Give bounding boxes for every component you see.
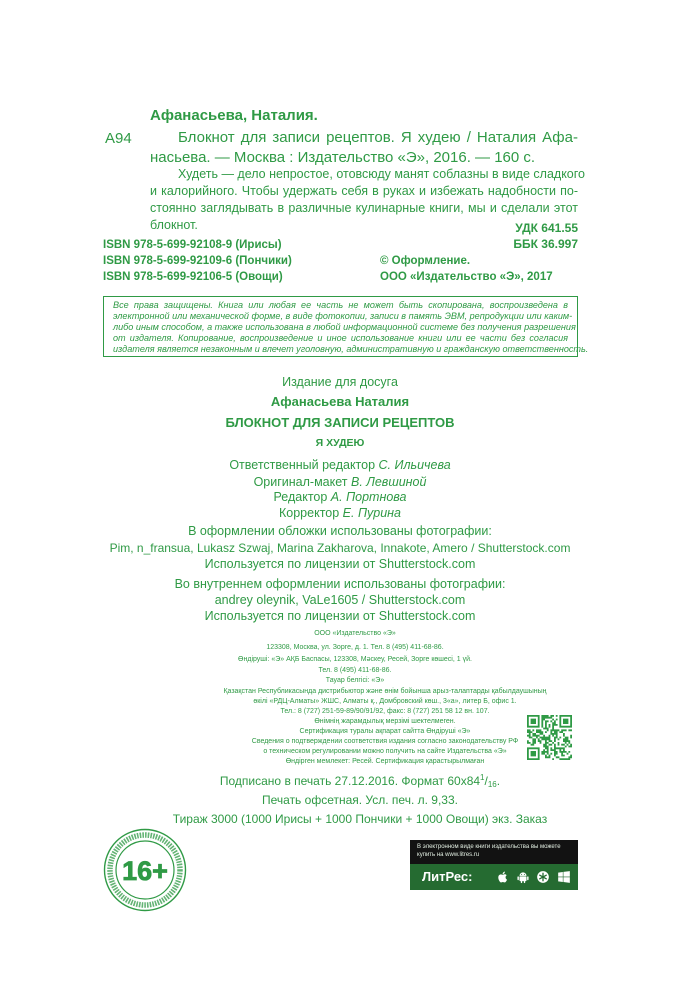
print-format-text: Подписано в печать 27.12.2016. Формат 60x84 [219,774,481,788]
annotation-line: и калорийного. Чтобы удержать себя в руках и избежать надобности по- [150,184,578,198]
copyright-line: © Оформление. [380,255,471,267]
annotation-line: Худеть — дело непростое, отовсюду манят соблазны в виде сладкого [178,167,585,181]
format-fraction-numerator: 1 [480,773,485,782]
litres-text-line: купить на www.litres.ru [417,851,480,858]
credit-role: Оригинал-макет [253,475,348,489]
bibliographic-line: насьева. — Москва : Издательство «Э», 2016. — 160 с. [150,149,536,166]
distributor-line: Тел.: 8 (727) 251-59-89/90/91/92, факс: 8 (727) 251 58 12 вн. 107. [280,708,490,715]
annotation-line: блокнот. [150,218,198,232]
litres-text-line: В электронном виде книги издательства вы можете [417,844,561,850]
publisher-line: Өндіруші: «Э» АҚБ Баспасы, 123308, Мәскеу, Ресей, Зорге көшесі, 1 үй. [238,656,472,663]
rights-notice-line: Все права защищены. Книга или любая ее часть не может быть скопирована, воспроизведена в [113,300,568,310]
certification-line: о техническом регулировании можно получить на сайте Издательства «Э» [263,748,507,755]
classification-code: А94 [105,130,132,147]
android-icon [516,870,530,884]
rights-notice-line: от издателя. Копирование, воспроизведение и иное использование книги или ее части без согласия [113,332,568,343]
certification-line: Өндірген мемлекет: Ресей. Сертификация қарастырылмаған [285,758,485,765]
photo-credit-line: Используется по лицензии от Shutterstock.com [204,609,476,623]
age-rating-icon [103,828,187,912]
isbn-line: ISBN 978-5-699-92108-9 (Ирисы) [103,239,282,251]
distributor-line: өкілі «РДЦ-Алматы» ЖШС, Алматы қ., Домбровский көш., 3«а», литер Б, офис 1. [253,698,517,705]
age-rating-badge [103,828,187,912]
annotation-line: стоянно заглядывать в различные кулинарные книги, мы и сделали этот [150,201,578,215]
asterisk-circle-icon [536,870,550,884]
litres-logo: ЛитРес: [422,869,473,884]
rights-notice-line: издателя является незаконным и влечет уголовную, административную и гражданскую ответственность. [113,343,589,354]
certification-line: Сведения о подтверждении соответствия издания согласно законодательству РФ [251,738,519,745]
copyright-line: ООО «Издательство «Э», 2017 [380,271,553,283]
photo-credit-line: andrey oleynik, VaLe1605 / Shutterstock.com [214,593,466,607]
imprint-author: Афанасьева Наталия [270,394,410,409]
credit-name: В. Левшиной [350,475,427,489]
format-fraction-denominator: 16 [487,780,497,789]
credit-line [40,457,640,473]
publisher-line: ООО «Издательство «Э» [314,630,396,637]
credit-role: Ответственный редактор [229,458,376,472]
udk-code: УДК 641.55 [515,221,578,235]
isbn-line: ISBN 978-5-699-92106-5 (Овощи) [103,271,283,283]
bbk-code: ББК 36.997 [513,237,578,251]
bibliographic-line: Блокнот для записи рецептов. Я худею / Наталия Афа- [178,129,578,146]
rights-notice-line: либо иным способом, а также использована в любой информационной системе без получения разрешения [113,321,576,332]
rights-notice-box [103,296,589,357]
credit-line [40,474,640,490]
imprint-title: БЛОКНОТ ДЛЯ ЗАПИСИ РЕЦЕПТОВ [225,415,455,430]
age-rating-label: 16+ [122,856,168,886]
credit-role: Корректор [279,506,340,520]
print-run-line: Тираж 3000 (1000 Ирисы + 1000 Пончики + 1000 Овощи) экз. Заказ [172,812,548,826]
distributor-line: Өнімнің жарамдылық мерзімі шектелмеген. [314,718,456,725]
credit-role: Редактор [273,490,328,504]
photo-credit-line: Используется по лицензии от Shutterstock.com [204,557,476,571]
litres-text [417,844,561,859]
print-format-line [60,774,660,789]
windows-icon [557,870,571,884]
credit-name: С. Ильичева [378,458,451,472]
publisher-line: Тауар белгісі: «Э» [325,677,385,684]
publisher-line: 123308, Москва, ул. Зорге, д. 1. Тел. 8 (495) 411-68-86. [266,644,444,651]
litres-band [410,864,578,890]
format-fraction-slash: / [484,774,488,788]
apple-icon [496,870,510,884]
imprint-subtitle: Я ХУДЕЮ [315,437,365,449]
edition-type: Издание для досуга [282,375,398,389]
credit-line [40,505,640,521]
credit-name: Е. Пурина [342,506,401,520]
photo-credit-line: В оформлении обложки использованы фотографии: [188,524,492,538]
photo-credit-line: Во внутреннем оформлении использованы фотографии: [174,577,506,591]
photo-credit-line: Pim, n_fransua, Lukasz Szwaj, Marina Zakharova, Innakote, Amero / Shutterstock.com [109,541,571,555]
distributor-line: Сертификация туралы ақпарат сайтта Өндіруші «Э» [299,728,471,735]
qr-code-icon [527,715,572,760]
author-heading: Афанасьева, Наталия. [150,107,318,124]
rights-notice-line: электронной или механической форме, в виде фотокопии, записи в память ЭВМ, репродукции или каким- [113,310,573,321]
format-suffix: . [496,774,501,788]
publisher-line: Тел. 8 (495) 411-68-86. [318,667,392,674]
printing-line: Печать офсетная. Усл. печ. л. 9,33. [262,793,458,807]
isbn-line: ISBN 978-5-699-92109-6 (Пончики) [103,255,292,267]
credit-line [40,489,640,505]
credit-name: А. Портнова [330,490,407,504]
litres-banner [410,840,578,890]
distributor-line: Қазақстан Республикасында дистрибьютор және өнім бойынша арыз-талаптарды қабылдаушының [223,688,547,695]
